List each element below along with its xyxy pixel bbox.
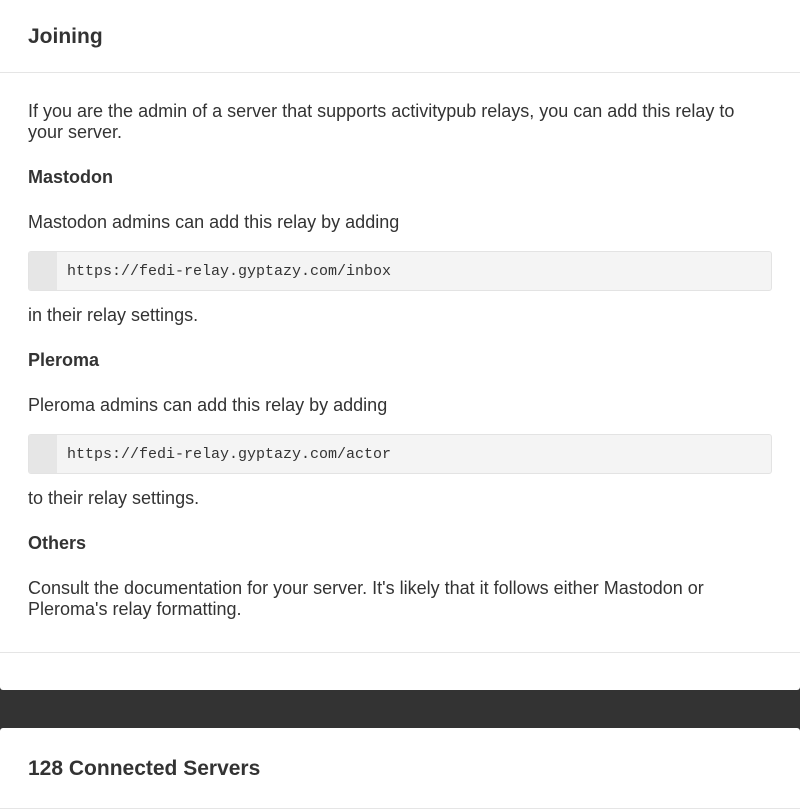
section-divider: [0, 690, 800, 728]
joining-body: [0, 73, 800, 653]
others-heading: Others: [28, 533, 87, 553]
pleroma-heading: Pleroma: [28, 350, 100, 370]
pleroma-after-text: to their relay settings.: [28, 488, 200, 508]
servers-section: [0, 728, 800, 811]
pleroma-url-code-block[interactable]: [28, 434, 772, 474]
servers-header: [0, 728, 800, 809]
mastodon-url[interactable]: https://fedi-relay.gyptazy.com/inbox: [67, 262, 392, 280]
pleroma-url[interactable]: https://fedi-relay.gyptazy.com/actor: [67, 445, 392, 463]
joining-intro: If you are the admin of a server that supports activitypub relays, you can add this relay to your server.: [28, 101, 735, 142]
joining-title: Joining: [28, 24, 103, 48]
pleroma-description: Pleroma admins can add this relay by adding: [28, 395, 388, 415]
servers-title: 128 Connected Servers: [28, 756, 261, 780]
others-description: Consult the documentation for your server. It's likely that it follows either Mastodon or Pleroma's relay formatting.: [28, 578, 704, 619]
mastodon-heading: Mastodon: [28, 167, 113, 187]
mastodon-after-text: in their relay settings.: [28, 305, 199, 325]
mastodon-url-code-block[interactable]: [28, 251, 772, 291]
mastodon-description: Mastodon admins can add this relay by adding: [28, 212, 400, 232]
joining-header: [0, 0, 800, 73]
code-gutter: [29, 252, 57, 290]
code-gutter: [29, 435, 57, 473]
